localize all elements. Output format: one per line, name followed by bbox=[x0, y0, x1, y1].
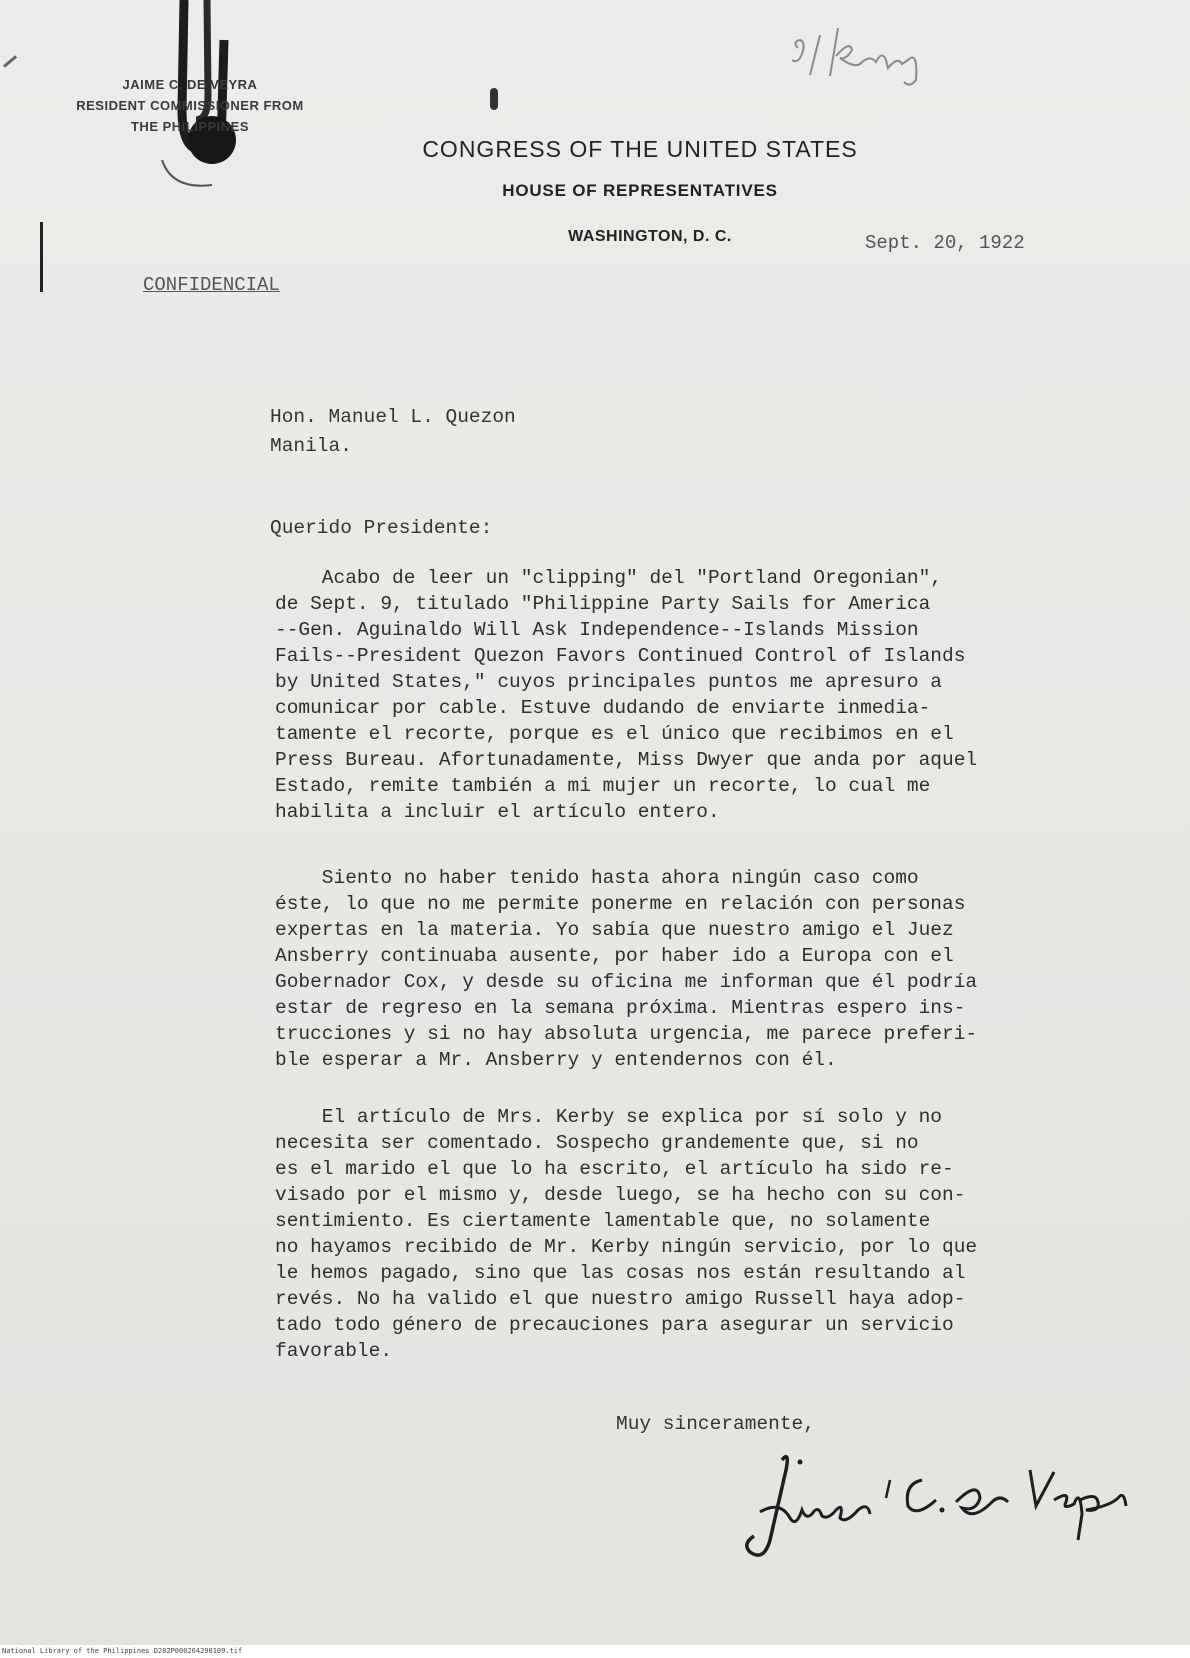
congress-heading: CONGRESS OF THE UNITED STATES bbox=[422, 136, 858, 162]
paragraph-line: le hemos pagado, sino que las cosas nos están resultando al bbox=[275, 1262, 966, 1284]
confidential-label: CONFIDENCIAL bbox=[143, 274, 280, 296]
paragraph-3 bbox=[275, 1104, 1095, 1364]
city-heading: WASHINGTON, D. C. bbox=[568, 228, 732, 245]
letterhead-title: RESIDENT COMMISSIONER FROM bbox=[76, 98, 304, 113]
salutation: Querido Presidente: bbox=[270, 517, 493, 539]
paragraph-line: trucciones y si no hay absoluta urgencia, me parece preferi- bbox=[275, 1023, 978, 1045]
paragraph-line: favorable. bbox=[275, 1340, 393, 1362]
addressee-city: Manila. bbox=[270, 435, 352, 457]
letterhead-country: THE PHILIPPINES bbox=[130, 119, 250, 134]
scan-mark bbox=[490, 88, 498, 110]
paragraph-line: no hayamos recibido de Mr. Kerby ningún servicio, por lo que bbox=[275, 1236, 978, 1258]
paragraph-line: Press Bureau. Afortunadamente, Miss Dwyer que anda por aquel bbox=[275, 749, 978, 771]
commissioner-letterhead bbox=[40, 74, 340, 137]
paragraph-line: comunicar por cable. Estuve dudando de enviarte inmedia- bbox=[275, 697, 931, 719]
paragraph-line: revés. No ha valido el que nuestro amigo Russell haya adop- bbox=[275, 1288, 966, 1310]
paragraph-line: visado por el mismo y, desde luego, se ha hecho con su con- bbox=[275, 1184, 966, 1206]
scan-mark bbox=[40, 222, 43, 292]
paragraph-line: expertas en la materia. Yo sabía que nuestro amigo el Juez bbox=[275, 919, 954, 941]
paragraph-line: Ansberry continuaba ausente, por haber ido a Europa con el bbox=[275, 945, 954, 967]
closing: Muy sinceramente, bbox=[616, 1413, 815, 1435]
paragraph-line: estar de regreso en la semana próxima. Mientras espero ins- bbox=[275, 997, 966, 1019]
paragraph-line: Gobernador Cox, y desde su oficina me informan que él podría bbox=[275, 971, 978, 993]
paragraph-line: de Sept. 9, titulado "Philippine Party Sails for America bbox=[275, 593, 931, 615]
letter-date: Sept. 20, 1922 bbox=[865, 232, 1025, 254]
paragraph-line: by United States," cuyos principales puntos me apresuro a bbox=[275, 671, 943, 693]
addressee-name: Hon. Manuel L. Quezon bbox=[270, 406, 516, 428]
paragraph-line: necesita ser comentado. Sospecho grandemente que, si no bbox=[275, 1132, 919, 1154]
scan-footer: National Library of the Philippines D282P000264290109.tif bbox=[0, 1645, 1190, 1658]
paragraph-2 bbox=[275, 865, 1095, 1073]
paragraph-line: tamente el recorte, porque es el único que recibimos en el bbox=[275, 723, 954, 745]
paragraph-line: tado todo género de precauciones para asegurar un servicio bbox=[275, 1314, 954, 1336]
paragraph-line: Estado, remite también a mi mujer un recorte, lo cual me bbox=[275, 775, 931, 797]
paragraph-line: Acabo de leer un "clipping" del "Portland Oregonian", bbox=[275, 567, 943, 589]
handwritten-note bbox=[790, 20, 960, 90]
paragraph-line: sentimiento. Es ciertamente lamentable que, no solamente bbox=[275, 1210, 931, 1232]
paragraph-line: es el marido el que lo ha escrito, el artículo ha sido re- bbox=[275, 1158, 954, 1180]
paragraph-line: Siento no haber tenido hasta ahora ningún caso como bbox=[275, 867, 919, 889]
paragraph-line: ble esperar a Mr. Ansberry y entendernos con él. bbox=[275, 1049, 837, 1071]
paragraph-line: --Gen. Aguinaldo Will Ask Independence--Islands Mission bbox=[275, 619, 919, 641]
paragraph-line: éste, lo que no me permite ponerme en relación con personas bbox=[275, 893, 966, 915]
paragraph-line: habilita a incluir el artículo entero. bbox=[275, 801, 720, 823]
scan-mark bbox=[3, 55, 17, 68]
letterhead-name: JAIME C. DE VEYRA bbox=[122, 77, 258, 92]
paragraph-line: Fails--President Quezon Favors Continued Control of Islands bbox=[275, 645, 966, 667]
signature bbox=[740, 1440, 1140, 1570]
paragraph-line: El artículo de Mrs. Kerby se explica por sí solo y no bbox=[275, 1106, 943, 1128]
house-heading: HOUSE OF REPRESENTATIVES bbox=[502, 181, 778, 200]
paragraph-1 bbox=[275, 565, 1095, 825]
